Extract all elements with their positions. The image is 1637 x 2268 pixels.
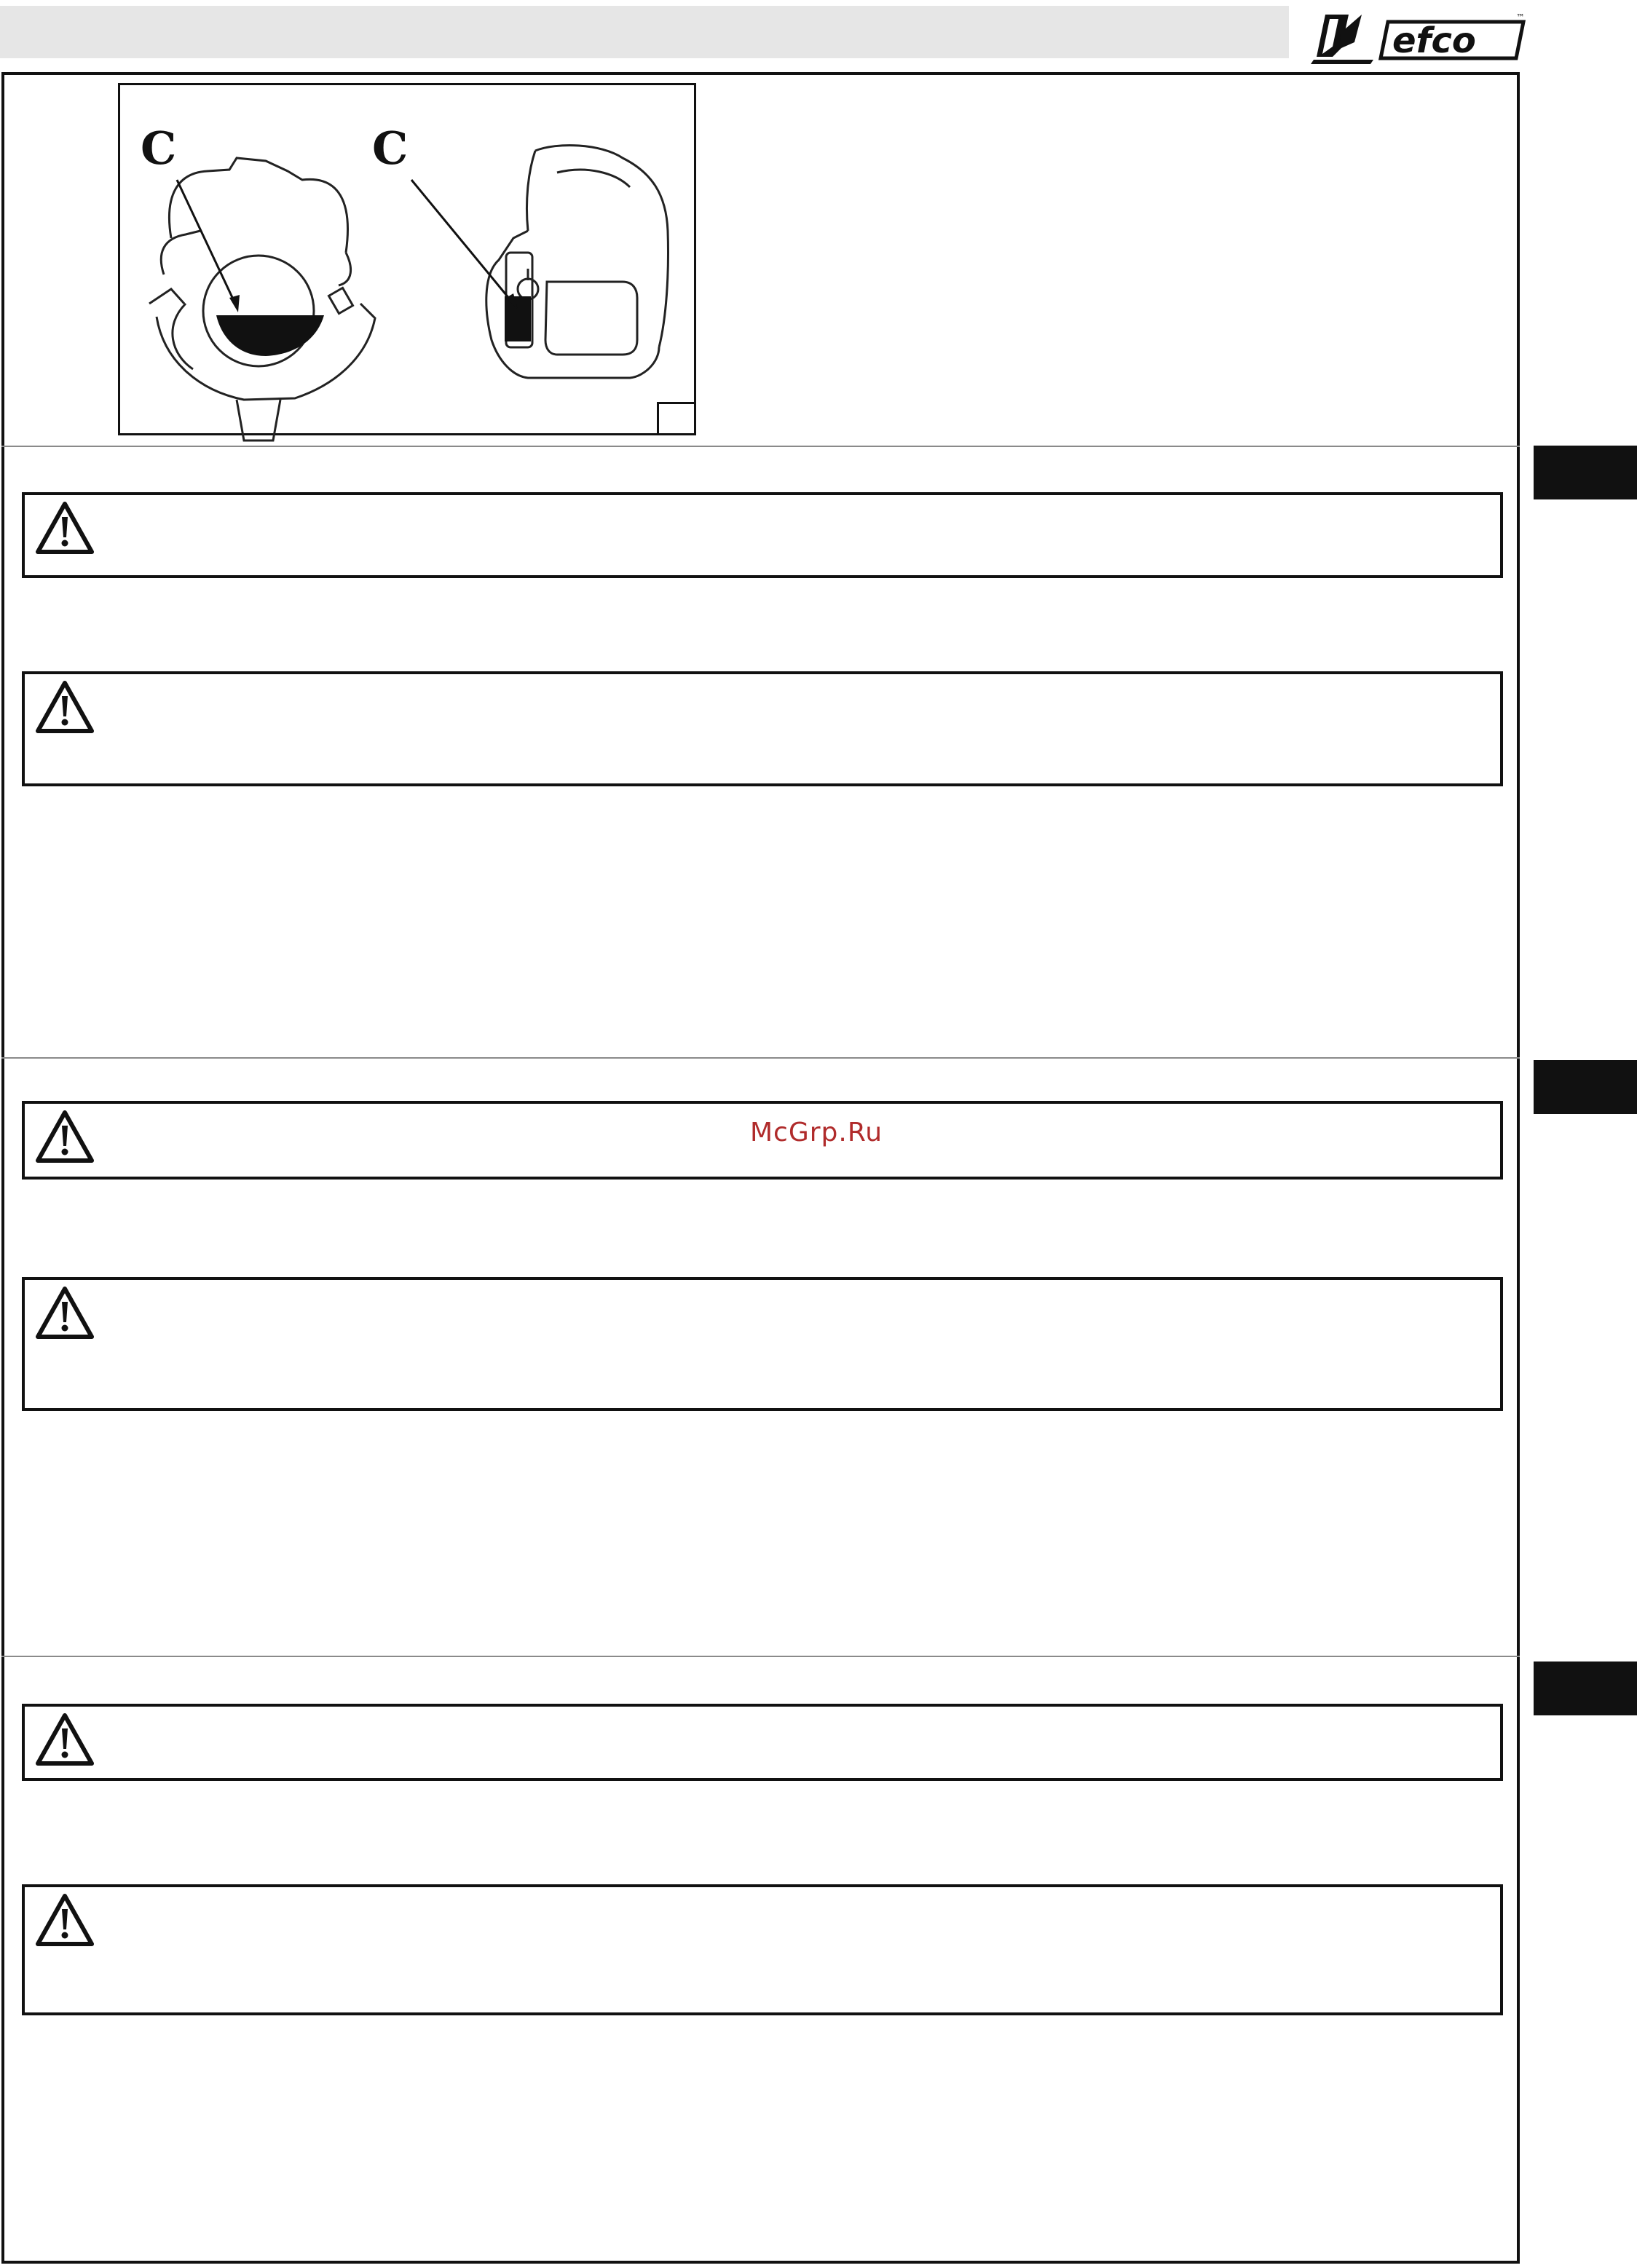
oil-level-right: [505, 296, 531, 341]
logo-trademark: ™: [1516, 12, 1525, 23]
warning-triangle-icon: [35, 501, 95, 556]
callout-label-right: C: [372, 122, 409, 175]
section-tab: [1534, 446, 1637, 499]
engine-side-view: [486, 146, 668, 378]
efco-logo-icon: [1303, 4, 1525, 64]
warning-box: [22, 1277, 1503, 1411]
section-tab: [1534, 1060, 1637, 1114]
warning-triangle-icon: [35, 1712, 95, 1768]
section-divider: [1, 446, 1520, 447]
oil-level-left: [216, 315, 324, 356]
figure-oil-level: [118, 83, 696, 435]
watermark-text: McGrp.Ru: [750, 1118, 883, 1147]
header-bar: [0, 6, 1289, 58]
warning-box: [22, 1884, 1503, 2015]
warning-triangle-icon: [35, 1893, 95, 1948]
warning-triangle-icon: [35, 680, 95, 735]
warning-triangle-icon: [35, 1286, 95, 1341]
warning-box: [22, 671, 1503, 786]
warning-box: [22, 492, 1503, 578]
section-divider: [1, 1656, 1520, 1657]
logo-wordmark: efco: [1392, 20, 1476, 61]
callout-arrow-left: [177, 180, 235, 304]
engine-front-view: [149, 158, 375, 440]
figure-number-box: [657, 402, 696, 435]
warning-triangle-icon: [35, 1110, 95, 1165]
section-divider: [1, 1057, 1520, 1059]
section-tab: [1534, 1662, 1637, 1715]
warning-box: [22, 1704, 1503, 1781]
callout-arrow-right: [411, 180, 513, 304]
logo-emblem: [1311, 15, 1373, 64]
callout-label-left: C: [141, 122, 177, 175]
